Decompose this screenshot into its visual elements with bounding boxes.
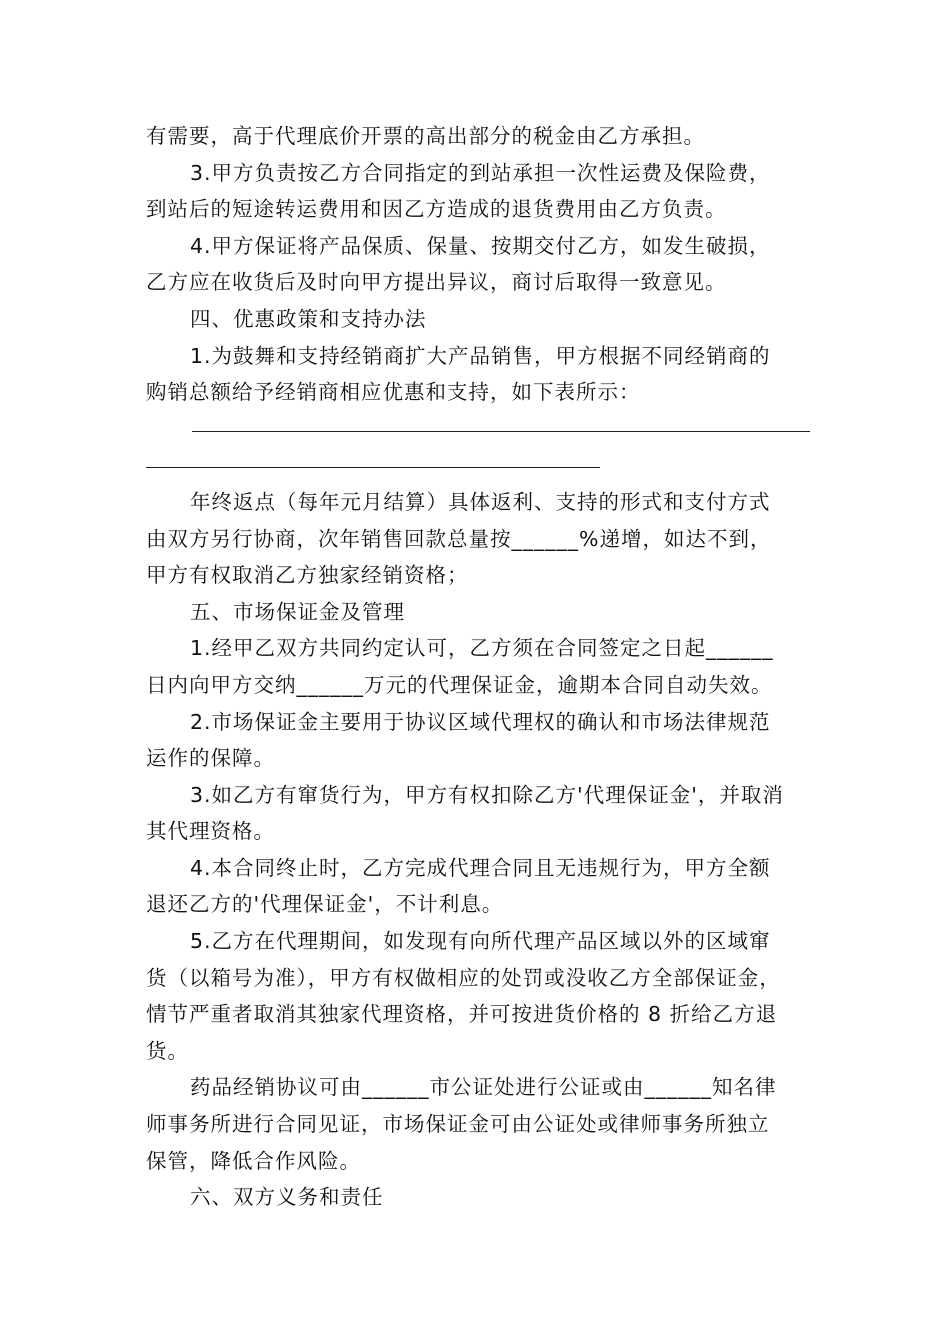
text-line: 4.本合同终止时，乙方完成代理合同且无违规行为，甲方全额 bbox=[190, 855, 771, 880]
text-line: 1.为鼓舞和支持经销商扩大产品销售，甲方根据不同经销商的 bbox=[190, 343, 771, 368]
text-line: 情节严重者取消其独家代理资格，并可按进货价格的 8 折给乙方退 bbox=[146, 1002, 778, 1027]
text-line: 2.市场保证金主要用于协议区域代理权的确认和市场法律规范 bbox=[190, 709, 771, 734]
text-line: 保管，降低合作风险。 bbox=[146, 1148, 361, 1173]
document-body bbox=[146, 118, 810, 1216]
text-line: 退还乙方的'代理保证金'，不计利息。 bbox=[146, 892, 504, 917]
underline-rule bbox=[146, 467, 600, 468]
text-line: 3.甲方负责按乙方合同指定的到站承担一次性运费及保险费， bbox=[190, 160, 771, 185]
text-line: 4.甲方保证将产品保质、保量、按期交付乙方，如发生破损， bbox=[190, 233, 771, 258]
underline-rule bbox=[192, 431, 810, 432]
section-heading: 四、优惠政策和支持办法 bbox=[190, 306, 427, 331]
text-line: 5.乙方在代理期间，如发现有向所代理产品区域以外的区域窜 bbox=[190, 929, 771, 954]
text-line: 货。 bbox=[146, 1038, 189, 1063]
section-heading: 五、市场保证金及管理 bbox=[190, 599, 405, 624]
text-line: 师事务所进行合同见证，市场保证金可由公证处或律师事务所独立 bbox=[146, 1112, 770, 1137]
text-line: 甲方有权取消乙方独家经销资格； bbox=[146, 563, 469, 588]
text-line: 年终返点（每年元月结算）具体返利、支持的形式和支付方式 bbox=[190, 489, 771, 514]
table-placeholder-rule bbox=[146, 447, 810, 484]
text-line: 到站后的短途转运费用和因乙方造成的退货费用由乙方负责。 bbox=[146, 197, 727, 222]
text-line: 购销总额给予经销商相应优惠和支持，如下表所示： bbox=[146, 380, 641, 405]
table-placeholder-rule bbox=[146, 411, 810, 448]
text-line: 运作的保障。 bbox=[146, 746, 275, 771]
text-line: 乙方应在收货后及时向甲方提出异议，商讨后取得一致意见。 bbox=[146, 270, 727, 295]
text-line: 3.如乙方有窜货行为，甲方有权扣除乙方'代理保证金'，并取消 bbox=[190, 782, 784, 807]
text-line: 货（以箱号为准），甲方有权做相应的处罚或没收乙方全部保证金， bbox=[146, 965, 781, 990]
text-line: 其代理资格。 bbox=[146, 819, 275, 844]
text-line: 1.经甲乙双方共同约定认可，乙方须在合同签定之日起______ bbox=[190, 636, 774, 661]
text-line: 药品经销协议可由______市公证处进行公证或由______知名律 bbox=[190, 1075, 777, 1100]
text-line: 日内向甲方交纳______万元的代理保证金，逾期本合同自动失效。 bbox=[146, 672, 773, 697]
text-line: 有需要，高于代理底价开票的高出部分的税金由乙方承担。 bbox=[146, 124, 705, 148]
section-heading: 六、双方义务和责任 bbox=[190, 1185, 384, 1210]
text-line: 由双方另行协商，次年销售回款总量按______%递增，如达不到， bbox=[146, 526, 772, 551]
